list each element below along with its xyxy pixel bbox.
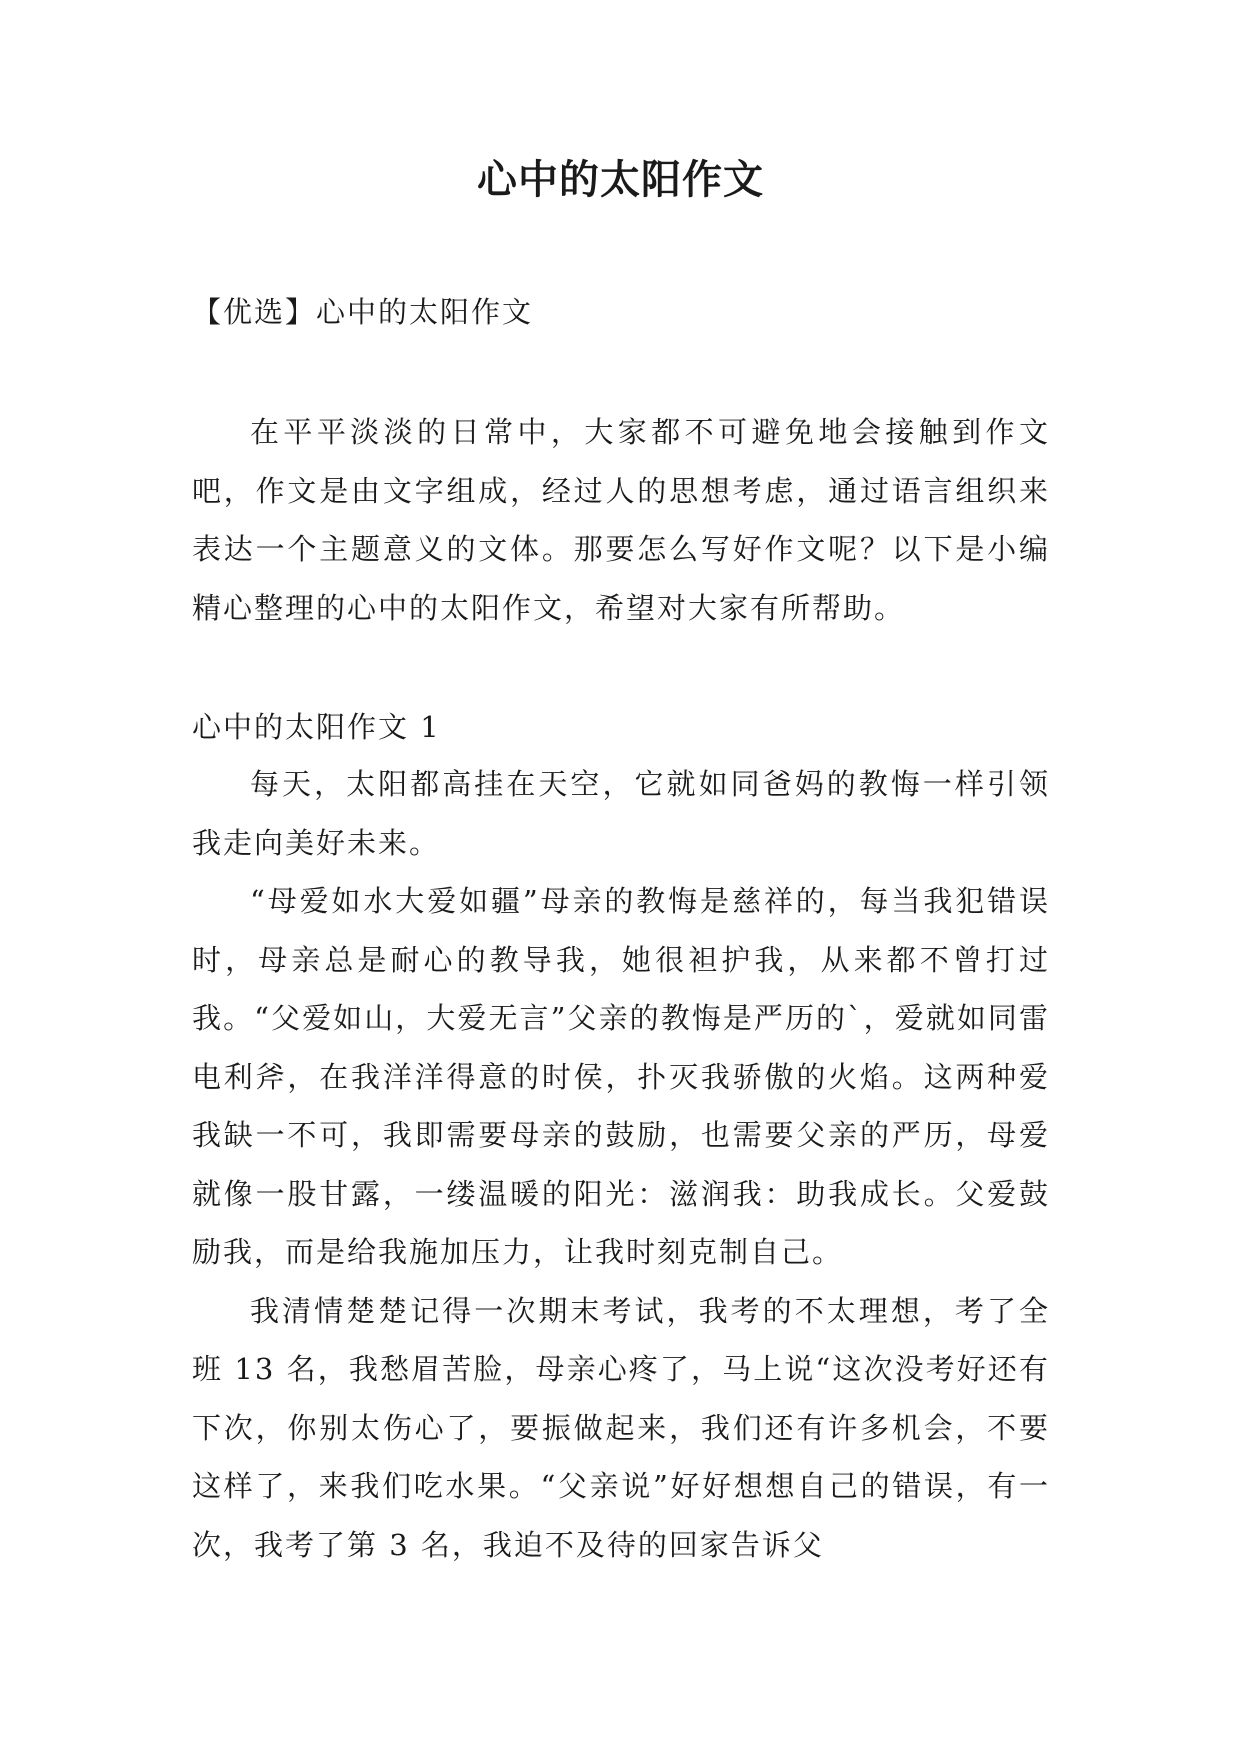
body-paragraph-3: 我清情楚楚记得一次期末考试，我考的不太理想，考了全班 13 名，我愁眉苦脸，母亲心疼了，马上说“这次没考好还有下次，你别太伤心了，要振做起来，我们还有许多机会，不要这样了，来我们吃水果。“父亲说”好好想想自己的错误，有一次，我考了第 3 名，我迫不及待的回家告诉父 <box>192 1293 1050 1562</box>
body-paragraph-1: 每天，太阳都高挂在天空，它就如同爸妈的教悔一样引领我走向美好未来。 <box>192 767 1050 860</box>
intro-block <box>192 403 1050 637</box>
body-paragraph-2: “母爱如水大爱如疆”母亲的教悔是慈祥的，每当我犯错误时，母亲总是耐心的教导我，她很袒护我，从来都不曾打过我。“父爱如山，大爱无言”父亲的教悔是严历的`，爱就如同雷电利斧，在我洋洋得意的时侯，扑灭我骄傲的火焰。这两种爱我缺一不可，我即需要母亲的鼓励，也需要父亲的严历，母爱就像一股甘露，一缕温暖的阳光：滋润我：助我成长。父爱鼓励我，而是给我施加压力，让我时刻克制自己。 <box>192 884 1050 1269</box>
essay-body <box>192 755 1050 1574</box>
intro-paragraph: 在平平淡淡的日常中，大家都不可避免地会接触到作文吧，作文是由文字组成，经过人的思想考虑，通过语言组织来表达一个主题意义的文体。那要怎么写好作文呢？以下是小编精心整理的心中的太阳作文，希望对大家有所帮助。 <box>192 415 1050 625</box>
document-title: 心中的太阳作文 <box>477 156 764 203</box>
section-heading: 心中的太阳作文 1 <box>192 710 441 744</box>
document-subtitle: 【优选】心中的太阳作文 <box>192 295 534 329</box>
